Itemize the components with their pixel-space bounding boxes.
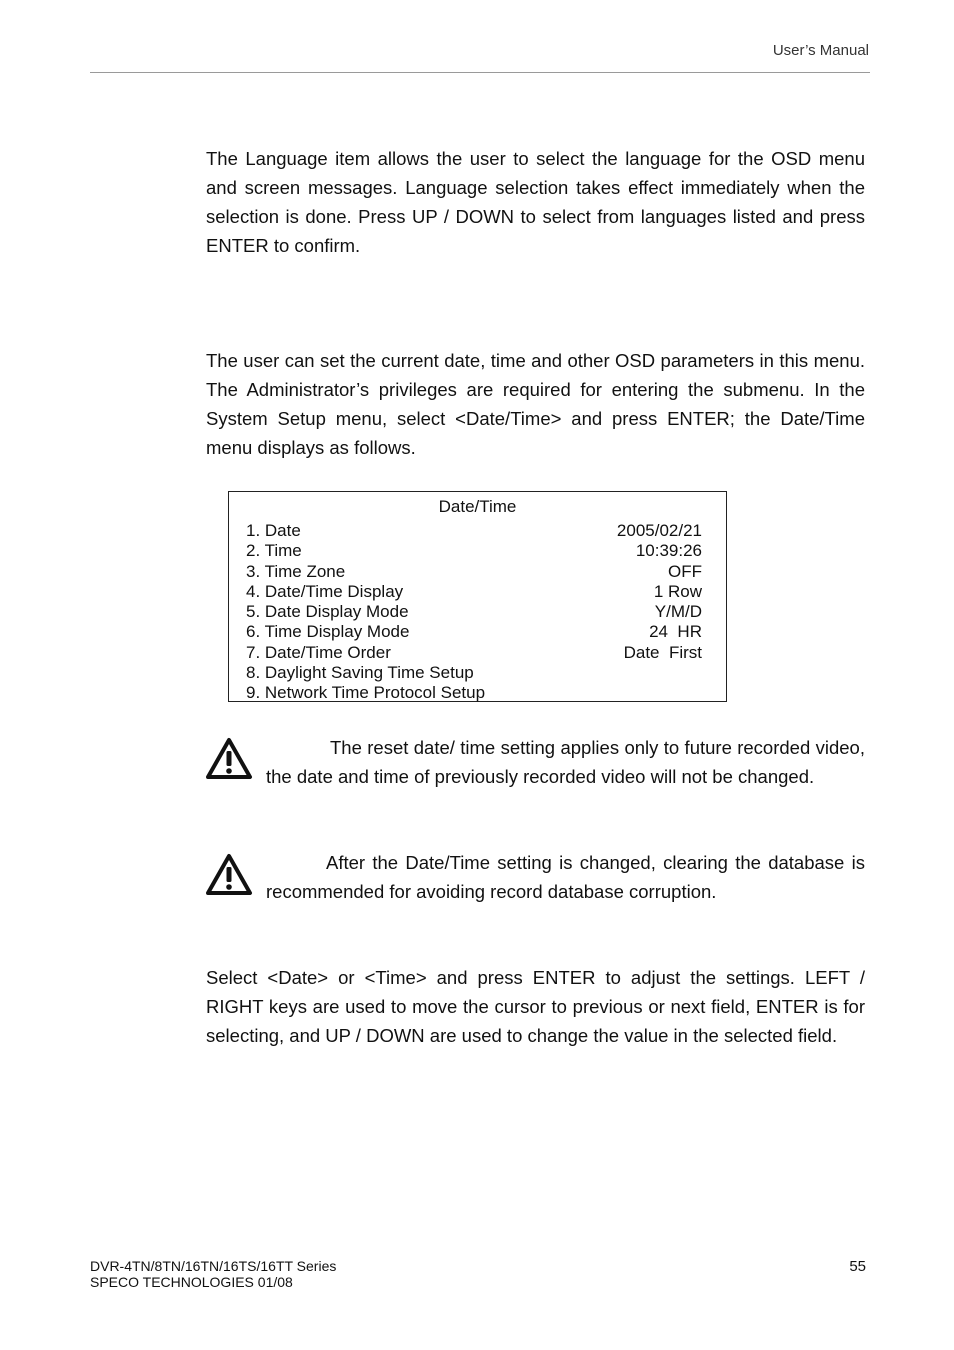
osd-row-date-display-mode xyxy=(246,602,702,622)
osd-row-value: Y/M/D xyxy=(654,602,702,622)
warning-triangle-icon xyxy=(205,853,253,897)
note-reset-datetime: The reset date/ time setting applies only to future recorded video, the date and time of previously recorded video will not be changed. xyxy=(266,737,865,787)
osd-row-time xyxy=(246,541,702,561)
language-description: The Language item allows the user to select the language for the OSD menu and screen messages. Language selection takes effect immediately when the selection is done. Press UP / DOWN to select from languages listed and press ENTER to confirm. xyxy=(206,148,865,256)
datetime-osd-menu xyxy=(228,491,727,702)
page-number: 55 xyxy=(849,1258,866,1275)
manual-title: User’s Manual xyxy=(772,42,869,59)
osd-row-label: 2. Time xyxy=(246,541,302,561)
osd-menu-title: Date/Time xyxy=(438,497,517,516)
adjust-settings-description: Select <Date> or <Time> and press ENTER to adjust the settings. LEFT / RIGHT keys are used to move the cursor to previous or next field, ENTER is for selecting, and UP / DOWN are used to change the value in the selected field. xyxy=(206,967,865,1046)
osd-row-time-display-mode xyxy=(246,622,702,642)
osd-row-label: 3. Time Zone xyxy=(246,561,346,581)
osd-row-time-zone xyxy=(246,562,702,582)
osd-row-daylight-saving xyxy=(246,663,702,683)
note-clear-database: After the Date/Time setting is changed, clearing the database is recommended for avoiding record database corruption. xyxy=(266,852,865,902)
datetime-description: The user can set the current date, time and other OSD parameters in this menu. The Administrator’s privileges are required for entering the submenu. In the System Setup menu, select <Date/Time> and press ENTER; the Date/Time menu displays as follows. xyxy=(206,350,865,458)
osd-row-label: 6. Time Display Mode xyxy=(246,622,410,642)
osd-row-ntp-setup xyxy=(246,683,702,703)
product-series: DVR-4TN/8TN/16TN/16TS/16TT Series xyxy=(90,1258,337,1274)
osd-row-value: 1 Row xyxy=(653,581,702,601)
osd-row-datetime-display xyxy=(246,582,702,602)
company-date: SPECO TECHNOLOGIES 01/08 xyxy=(90,1274,293,1290)
osd-row-label: 9. Network Time Protocol Setup xyxy=(246,683,486,703)
osd-row-value: Date First xyxy=(623,642,702,662)
osd-row-datetime-order xyxy=(246,643,702,663)
osd-menu-items xyxy=(246,521,702,704)
osd-row-value: OFF xyxy=(668,561,702,581)
header-divider xyxy=(90,72,870,73)
osd-row-label: 4. Date/Time Display xyxy=(246,581,404,601)
warning-triangle-icon xyxy=(205,737,253,781)
osd-row-value: 24 HR xyxy=(649,622,702,642)
osd-row-label: 5. Date Display Mode xyxy=(246,602,409,622)
osd-row-label: 7. Date/Time Order xyxy=(246,642,391,662)
osd-row-value: 2005/02/21 xyxy=(616,521,702,540)
osd-row-label: 8. Daylight Saving Time Setup xyxy=(246,663,474,683)
osd-row-value: 10:39:26 xyxy=(635,541,702,561)
osd-row-date xyxy=(246,521,702,541)
osd-row-label: 1. Date xyxy=(246,521,301,540)
page-footer xyxy=(90,1258,336,1290)
